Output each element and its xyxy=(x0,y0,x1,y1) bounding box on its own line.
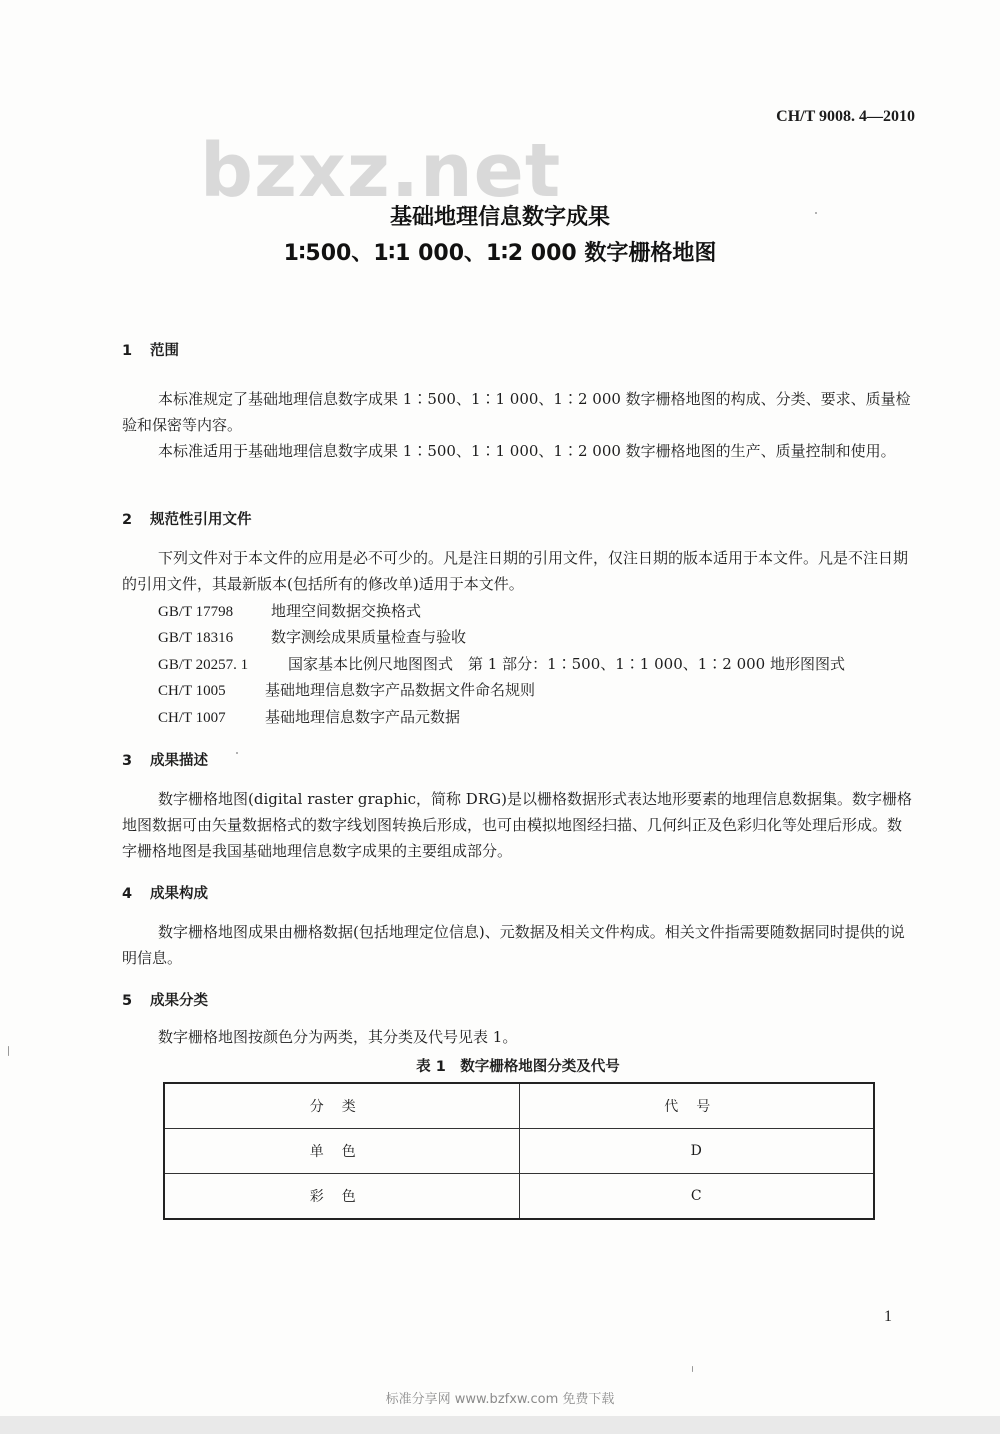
table-cell: D xyxy=(519,1129,874,1174)
page-number: 1 xyxy=(884,1308,892,1325)
reference-code: CH/T 1007 xyxy=(158,710,226,726)
section-1-paragraph-2: 本标准适用于基础地理信息数字成果 1∶500、1∶1 000、1∶2 000 数字栅格地图的生产、质量控制和使用。 xyxy=(158,442,896,460)
section-heading-1 xyxy=(122,339,179,360)
section-title: 范围 xyxy=(150,343,179,359)
section-number: 5 xyxy=(122,993,133,1009)
footer-source: 标准分享网 www.bzfxw.com 免费下载 xyxy=(385,1392,615,1407)
table-row xyxy=(164,1129,874,1174)
section-number: 2 xyxy=(122,512,133,528)
reference-code: GB/T 18316 xyxy=(158,630,234,646)
reference-code: GB/T 17798 xyxy=(158,604,234,620)
reference-item xyxy=(158,598,421,625)
watermark: bzxz.net xyxy=(200,128,562,214)
scan-speck xyxy=(815,212,817,214)
reference-code: CH/T 1005 xyxy=(158,683,226,699)
section-title: 成果构成 xyxy=(150,886,208,902)
section-title: 规范性引用文件 xyxy=(150,512,252,528)
reference-item xyxy=(158,624,466,651)
section-2-paragraph-1: 下列文件对于本文件的应用是必不可少的。凡是注日期的引用文件，仅注日期的版本适用于本文件。凡是不注日期的引用文件，其最新版本(包括所有的修改单)适用于本文件。 xyxy=(122,549,909,593)
standard-code: CH/T 9008. 4—2010 xyxy=(776,108,915,125)
section-4-paragraph-1: 数字栅格地图成果由栅格数据(包括地理定位信息)、元数据及相关文件构成。相关文件指需要随数据同时提供的说明信息。 xyxy=(122,923,905,967)
reference-name: 地理空间数据交换格式 xyxy=(271,602,422,620)
section-heading-2 xyxy=(122,508,252,529)
section-heading-5 xyxy=(122,989,208,1010)
reference-name: 基础地理信息数字产品数据文件命名规则 xyxy=(265,681,536,699)
section-number: 1 xyxy=(122,343,133,359)
section-title: 成果描述 xyxy=(150,753,208,769)
section-1-paragraph-1: 本标准规定了基础地理信息数字成果 1∶500、1∶1 000、1∶2 000 数字栅格地图的构成、分类、要求、质量检验和保密等内容。 xyxy=(122,390,911,434)
section-number: 3 xyxy=(122,753,133,769)
table-cell: C xyxy=(519,1174,874,1220)
classification-table xyxy=(163,1082,875,1220)
bottom-band xyxy=(0,1416,1000,1434)
reference-name: 国家基本比例尺地图图式 第 1 部分：1∶500、1∶1 000、1∶2 000 地形图图式 xyxy=(288,655,845,673)
table-cell: 彩色 xyxy=(164,1174,519,1220)
table-cell: 单色 xyxy=(164,1129,519,1174)
scan-speck xyxy=(236,752,238,754)
table-header-cell: 分类 xyxy=(164,1083,519,1129)
reference-code: GB/T 20257. 1 xyxy=(158,657,249,673)
table-row xyxy=(164,1174,874,1220)
reference-item xyxy=(158,651,845,678)
document-title: 基础地理信息数字成果 xyxy=(389,205,610,230)
reference-name: 基础地理信息数字产品元数据 xyxy=(265,708,461,726)
section-heading-3 xyxy=(122,749,208,770)
table-header-row xyxy=(164,1083,874,1129)
section-heading-4 xyxy=(122,882,208,903)
section-title: 成果分类 xyxy=(150,993,208,1009)
section-3-paragraph-1: 数字栅格地图(digital raster graphic，简称 DRG)是以栅格数据形式表达地形要素的地理信息数据集。数字栅格地图数据可由矢量数据格式的数字线划图转换后形成，也可由模拟地图经扫描、几何纠正及色彩归化等处理后形成。数字栅格地图是我国基础地理信息数字成果的主要组成部分。 xyxy=(122,790,912,860)
table-header-cell: 代号 xyxy=(519,1083,874,1129)
scan-speck xyxy=(8,1046,9,1056)
reference-name: 数字测绘成果质量检查与验收 xyxy=(271,628,467,646)
section-number: 4 xyxy=(122,886,133,902)
reference-item xyxy=(158,704,460,731)
document-subtitle: 1∶500、1∶1 000、1∶2 000 数字栅格地图 xyxy=(283,241,717,266)
section-5-paragraph-1: 数字栅格地图按颜色分为两类，其分类及代号见表 1。 xyxy=(158,1028,518,1046)
table-caption: 表 1 数字栅格地图分类及代号 xyxy=(416,1059,620,1075)
reference-item xyxy=(158,677,535,704)
scan-speck xyxy=(692,1366,693,1372)
